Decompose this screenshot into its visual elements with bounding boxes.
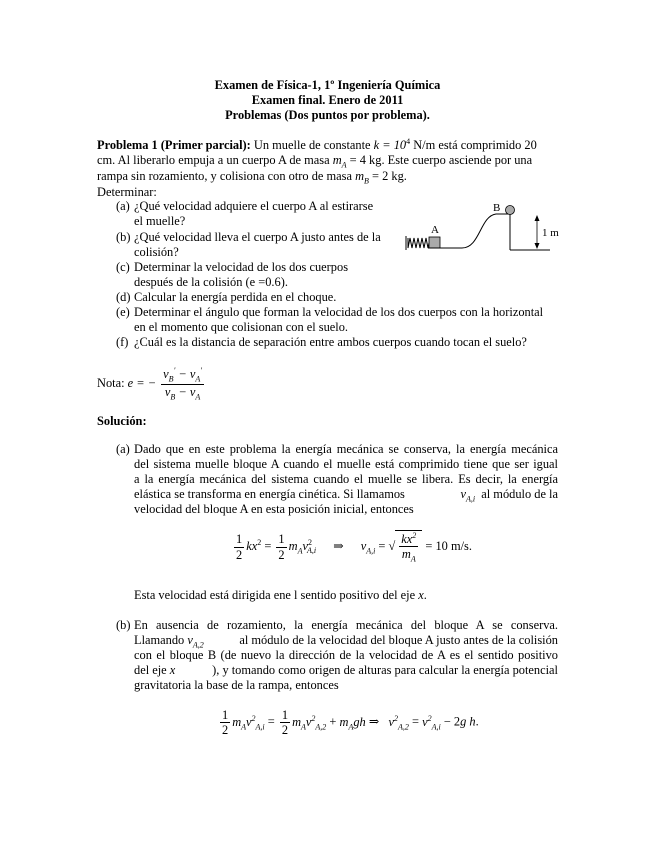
block-a [429, 237, 440, 248]
exam-subtitle: Examen final. Enero de 2011 [251, 93, 404, 107]
solution-heading: Solución: [97, 414, 147, 428]
item-e-mark: (e) [116, 305, 130, 319]
item-c-line1: Determinar la velocidad de los dos cuerpos [134, 260, 349, 274]
equation-a: $\frac{1}{2}$ $kx^2$ = $\frac{1}{2}$ $m_Av^2_{A,i}$ ⇒ $v_{A,i}$ = √ $\frac{kx^2}{m_A}$ = 10 m/s. [236, 531, 472, 564]
sol-b-line3: con el bloque B (de nuevo la dirección de la velocidad de A es el sentido positivo [134, 648, 558, 662]
ramp-figure [400, 198, 575, 258]
item-e-line2: en el momento que colisionan con el suelo. [134, 320, 349, 334]
sol-b-line2: Llamando $v_{A,2}$ al módulo de la velocidad del bloque A justo antes de la colisión [134, 633, 558, 650]
exam-section: Problemas (Dos puntos por problema). [225, 108, 430, 122]
sol-a-line4: elástica se transforma en energía cinética. Si llamamos $v_{A,i}$ al módulo de la [134, 487, 558, 504]
item-c-line2: después de la colisión (e =0.6). [134, 275, 288, 289]
determine-label: Determinar: [97, 185, 157, 199]
sol-a-after: Esta velocidad está dirigida ene l sentido positivo del eje x. [134, 588, 427, 602]
item-d-line1: Calcular la energía perdida en el choque. [134, 290, 337, 304]
sol-a-line5: velocidad del bloque A en esta posición inicial, entonces [134, 502, 414, 516]
item-f-mark: (f) [116, 335, 129, 349]
problem-line-2: cm. Al liberarlo empuja a un cuerpo A de masa $m_A = 4$ kg. Este cuerpo asciende por una [97, 153, 533, 170]
height-label: 1 m [542, 227, 559, 239]
item-b-mark: (b) [116, 230, 131, 244]
sol-b-line5: gravitatoria la base de la rampa, entonces [134, 678, 339, 692]
sol-a-line2: del sistema muelle bloque A cuando el muelle está comprimido tiene que ser igual [134, 457, 558, 471]
equation-b: $\frac{1}{2}$ $m_Av^2_{A,i}$ = $\frac{1}{2}$ $m_Av^2_{A,2} + m_Agh$ ⇒ $v^2_{A,2} = v^2_{A,i} - 2g$ h. [222, 708, 479, 738]
exam-title: Examen de Física-1, 1º Ingeniería Química [214, 78, 441, 92]
sol-b-mark: (b) [116, 618, 131, 632]
sol-b-line4: del eje x ), y tomando como origen de alturas para calcular la energía potencial [134, 663, 558, 677]
item-a-line2: el muelle? [134, 214, 186, 228]
label-a: A [431, 224, 439, 236]
item-f-line1: ¿Cuál es la distancia de separación entre ambos cuerpos cuando tocan el suelo? [134, 335, 527, 349]
sol-b-line1: En ausencia de rozamiento, la energía mecánica del bloque A se conserva. [134, 618, 558, 632]
item-a-mark: (a) [116, 199, 130, 213]
item-c-mark: (c) [116, 260, 130, 274]
block-b [506, 206, 515, 215]
sol-a-line3: a la energía mecánica del sistema cuando el muelle se libera. Es decir, la energía [134, 472, 558, 486]
problem-label: Problema 1 (Primer parcial): [97, 138, 251, 153]
problem-line-1: Problema 1 (Primer parcial): Un muelle de constante $k = 10^4$ N/m está comprimido 20 [97, 137, 537, 153]
item-a-line1: ¿Qué velocidad adquiere el cuerpo A al estirarse [134, 199, 374, 213]
nota-formula: Nota: e = − $\frac{v_B' - v_A'}{v_B - v_A}$ [97, 366, 203, 402]
spring-icon [408, 238, 429, 248]
label-b: B [493, 202, 501, 214]
item-d-mark: (d) [116, 290, 131, 304]
problem-line-3: rampa sin rozamiento, y colisiona con otro de masa $m_B = 2$ kg. [97, 169, 407, 186]
item-e-line1: Determinar el ángulo que forman la velocidad de los dos cuerpos con la horizontal [134, 305, 544, 319]
item-b-line1: ¿Qué velocidad lleva el cuerpo A justo antes de la [134, 230, 381, 244]
sol-a-line1: Dado que en este problema la energía mecánica se conserva, la energía mecánica [134, 442, 558, 456]
sol-a-mark: (a) [116, 442, 130, 456]
item-b-line2: colisión? [134, 245, 179, 259]
